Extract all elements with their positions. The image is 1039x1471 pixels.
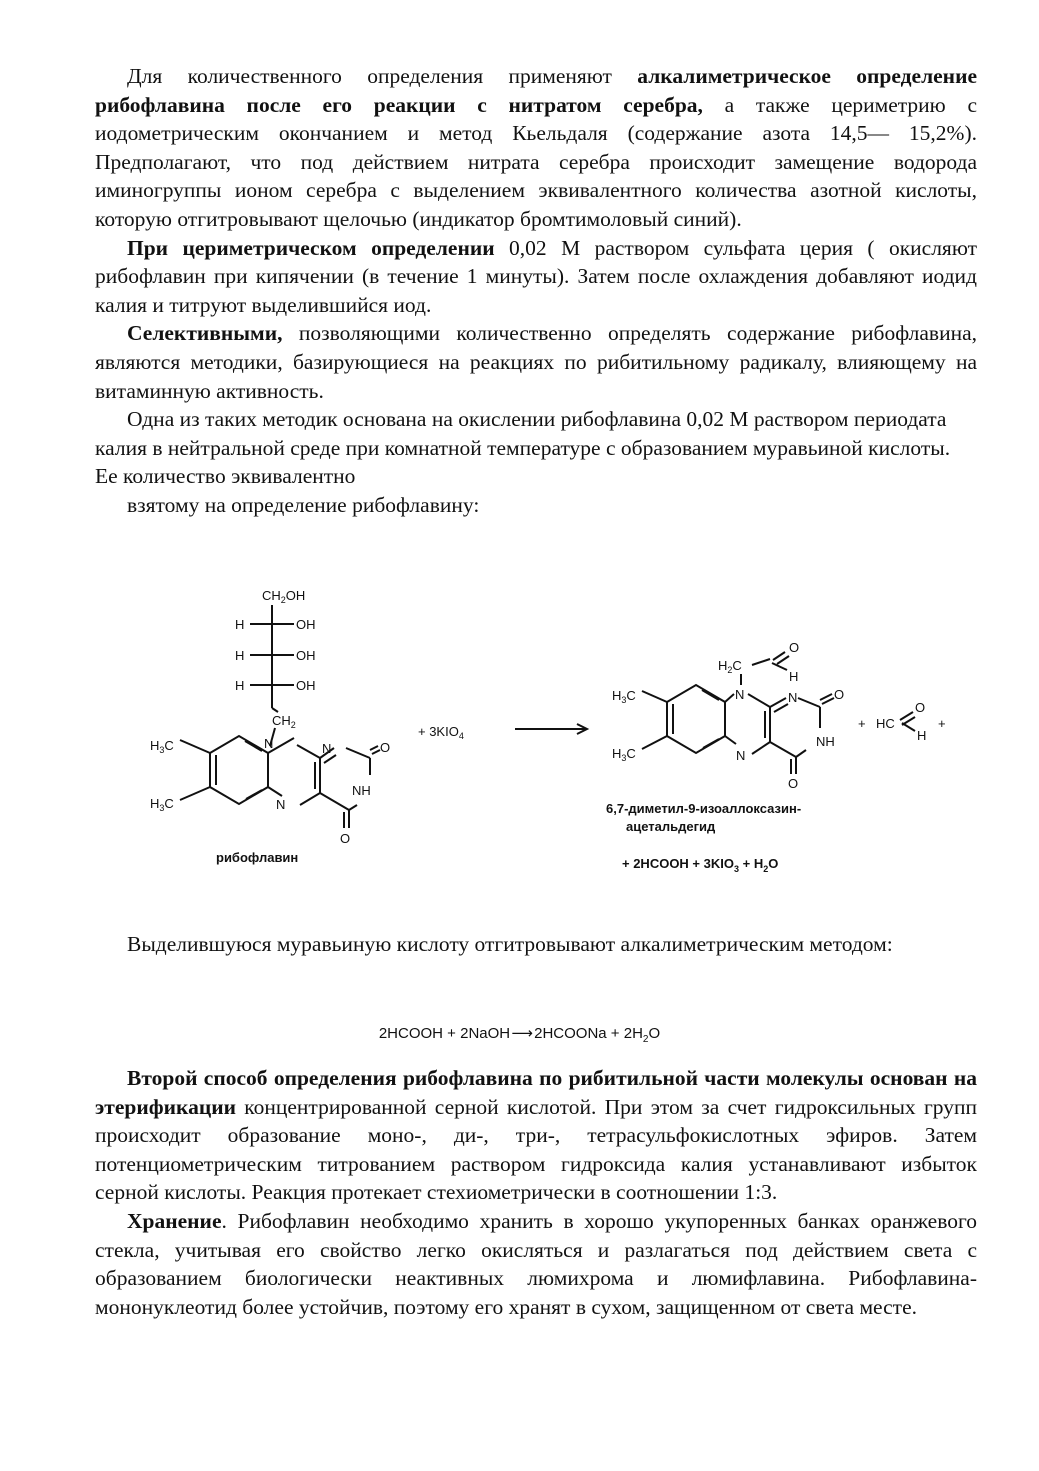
paragraph-2: [95, 234, 977, 320]
label-oh-3: OH: [296, 678, 316, 693]
label-o-2: O: [340, 831, 351, 846]
label-o-aldehyde: O: [789, 640, 800, 655]
label-hc: HC: [876, 716, 895, 731]
label-h3c-1-sub: 3: [159, 745, 165, 755]
label-reagent: + 3KIO: [418, 724, 459, 739]
label-h3c-3: H: [612, 688, 622, 703]
p5-text: Выделившуюся муравьиную кислоту отгитровывают алкалиметрическим методом:: [127, 932, 893, 956]
paragraph-4-cont: [95, 491, 977, 520]
svg-text:+ 3KIO4: [418, 724, 464, 741]
paragraph-7: [95, 1207, 977, 1321]
label-o-3: O: [834, 687, 845, 702]
arrow-icon: ⟶: [511, 1025, 533, 1042]
equation-tail: O: [648, 1025, 661, 1042]
label-h3c-2-sub: 3: [159, 803, 165, 813]
label-h2c-sub: 2: [727, 665, 733, 675]
label-h3c-2-tail: C: [164, 796, 174, 811]
svg-text:H3C: [150, 796, 174, 813]
p1-bold: алкалиметрическое определение рибофлавина после его реакции с нитратом серебра,: [95, 64, 977, 117]
label-h3c-2: H: [150, 796, 160, 811]
p1-text-1: Для количественного определения применяют: [127, 64, 638, 88]
label-h3c-1-tail: C: [164, 738, 174, 753]
svg-text:CH2OH: [262, 588, 305, 605]
label-oh-1: OH: [296, 617, 316, 632]
paragraph-5: [95, 930, 977, 959]
label-nh-2: NH: [816, 734, 835, 749]
label-reagent-sub: 4: [458, 731, 464, 741]
svg-text:H2C: [718, 658, 742, 675]
label-product-name-1: 6,7-диметил-9-изоаллоксазин-: [606, 801, 802, 816]
label-h3c-1: H: [150, 738, 160, 753]
reaction-scheme: [0, 560, 1039, 890]
titration-equation: [0, 1024, 1039, 1045]
label-n-5: N: [788, 690, 798, 705]
label-h-formaldehyde: H: [917, 728, 927, 743]
label-water-sub: 2: [763, 864, 769, 874]
label-o-4: O: [788, 776, 799, 791]
text-block-bottom: [95, 1064, 977, 1321]
label-h-2: H: [235, 648, 245, 663]
label-n-1: N: [264, 736, 274, 751]
svg-text:H3C: [150, 738, 174, 755]
label-ch2oh: CH: [262, 588, 281, 603]
label-h2c-tail: C: [732, 658, 742, 673]
p4-line-1: Одна из таких методик основана на окислении рибофлавина 0,02 М раствором периодата калия в нейтральной среде при комнатной температуре с образованием муравьиной кислоты. Ее количество эквивалентно: [95, 407, 951, 489]
label-n-4: N: [735, 687, 745, 702]
svg-text:+ 2HCOOH + 3KIO3 + H2O: [622, 856, 778, 874]
label-plus-2: +: [938, 716, 946, 731]
label-ch2oh-sub: 2: [280, 595, 286, 605]
label-water-o: O: [768, 856, 779, 871]
p2-text: 0,02 М раствором сульфата церия ( окисляют рибофлавин при кипячении (в течение 1 минуты). Затем после охлаждения добавляют иодид калия и титруют выделившийся иод.: [95, 235, 977, 317]
p3-text: позволяющими количественно определять содержание рибофлавина, являются методики, базирующиеся на реакциях по рибитильному радикалу, влияющему на витаминную активность.: [95, 321, 977, 403]
label-n-2: N: [322, 741, 332, 756]
label-product-name-2: ацетальдегид: [626, 819, 716, 834]
label-h3c-3-sub: 3: [621, 695, 627, 705]
label-ch2oh-tail: OH: [285, 588, 306, 603]
p4-line-2: взятому на определение рибофлавину:: [127, 492, 480, 517]
label-h3c-4: H: [612, 746, 622, 761]
paragraph-1: [95, 62, 977, 234]
paragraph-4: [95, 405, 977, 491]
p2-bold: При цериметрическом определении: [127, 235, 495, 260]
label-byproducts: + 2HCOOH + 3KIO: [622, 856, 734, 871]
label-o-5: O: [915, 700, 926, 715]
label-byproducts-tail: + H: [739, 856, 764, 871]
equation-right: 2HCOONa + 2H: [534, 1025, 643, 1042]
label-n-3: N: [276, 797, 286, 812]
text-block-top: [95, 62, 977, 520]
p3-bold: Селективными,: [127, 321, 283, 346]
svg-text:H3C: [612, 688, 636, 705]
p1-text-2: а также цериметрию с иодометрическим окончанием и метод Кьельдаля (содержание азота 14,5— 15,2%). Предполагают, что под действием нитрата серебра происходит замещение водорода иминогруппы ионом серебра с выделением эквивалентного количества азотной кислоты, которую отгитровывают щелочью (индикатор бромтимоловый синий).: [95, 92, 977, 231]
label-h3c-4-tail: C: [626, 746, 636, 761]
label-h2c: H: [718, 658, 728, 673]
paragraph-6: [95, 1064, 977, 1207]
svg-text:CH2: [272, 713, 296, 730]
equation-left: 2HCOOH + 2NaOH: [378, 1025, 511, 1042]
label-oh-2: OH: [296, 648, 316, 663]
equation-sub: 2: [642, 1034, 649, 1045]
paragraph-3: [95, 319, 977, 405]
label-o-1: O: [380, 740, 391, 755]
p7-text: . Рибофлавин необходимо хранить в хорошо укупоренных банках оранжевого стекла, учитывая его свойство легко окисляться и разлагаться под действием света с образованием биологически неактивных люмихрома и люмифлавина. Рибофлавина-мононуклеотид более устойчив, поэтому его хранят в сухом, защищенном от света месте.: [95, 1208, 977, 1319]
text-block-middle: [95, 930, 977, 959]
label-plus-1: +: [858, 716, 866, 731]
label-h3c-4-sub: 3: [621, 753, 627, 763]
label-ch2: CH: [272, 713, 291, 728]
svg-text:H3C: [612, 746, 636, 763]
p6-bold: Второй способ определения рибофлавина по рибитильной части молекулы основан на этерификации: [95, 1066, 977, 1119]
label-h-aldehyde: H: [789, 669, 799, 684]
label-riboflavin: рибофлавин: [216, 850, 299, 865]
label-byproducts-sub: 3: [733, 864, 739, 874]
label-h-3: H: [235, 678, 245, 693]
label-n-6: N: [736, 748, 746, 763]
label-h-1: H: [235, 617, 245, 632]
label-nh-1: NH: [352, 783, 371, 798]
p6-text: концентрированной серной кислотой. При этом за счет гидроксильных групп происходит образование моно-, ди-, три-, тетрасульфокислотных эфиров. Затем потенциометрическим титрованием раствором гидроксида калия устанавливают избыток серной кислоты. Реакция протекает стехиометрически в соотношении 1:3.: [95, 1094, 977, 1205]
label-h3c-3-tail: C: [626, 688, 636, 703]
p7-bold: Хранение: [127, 1208, 222, 1233]
label-ch2-sub: 2: [290, 720, 296, 730]
